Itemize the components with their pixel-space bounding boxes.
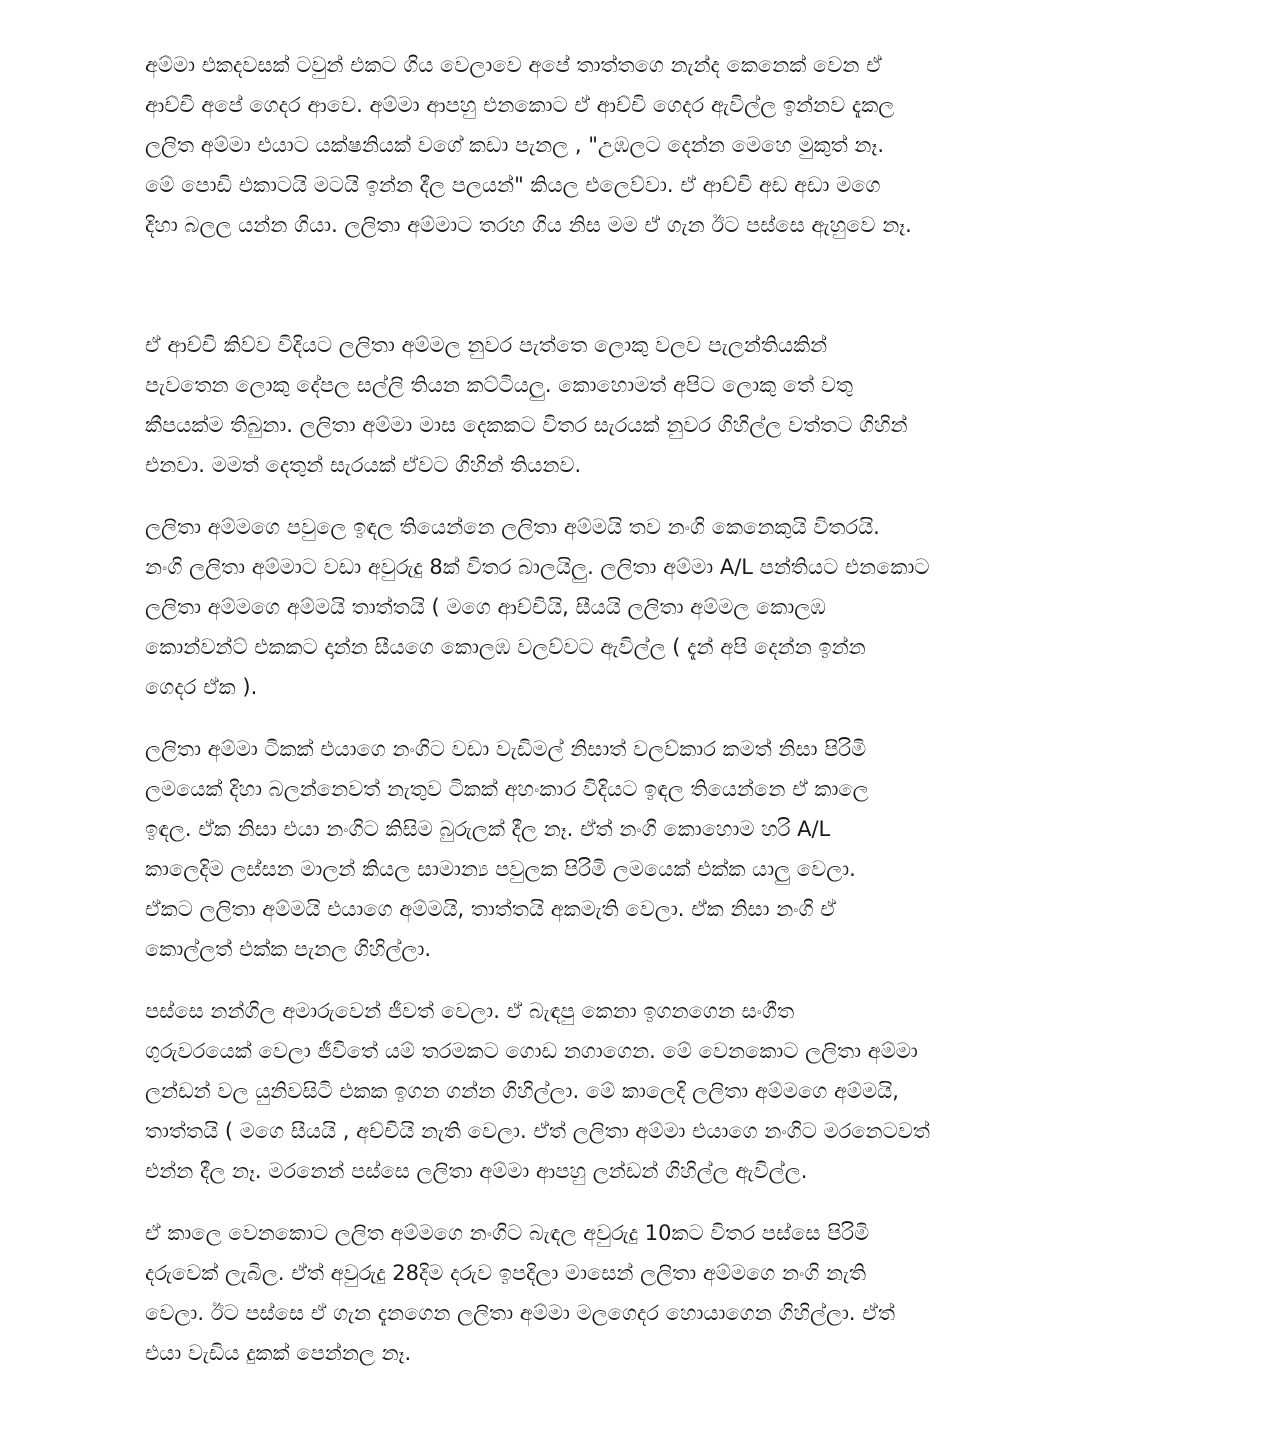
text-line: ලලිතා අම්මගෙ අම්මයි තාත්තයි ( මගෙ ආච්චියි, සීයයි ලලිතා අම්මල කොලඹ [145,595,826,619]
text-line: ලන්ඩන් වල යුනිවසිටි එකක ඉගන ගන්න ගිහිල්ලා. මේ කාලෙදි ලලිතා අම්මගෙ අම්මයි, [145,1079,899,1103]
text-line: කොන්වන්ට් එකකට දාන්න සීයගෙ කොලඹ වලව්වට ඇවිල්ල ( දැන් අපි දෙන්න ඉන්න [145,635,866,659]
text-line: කාලෙදිම ලස්සන මාලන් කියල සාමාන්‍ය පවුලක පිරිමි ලමයෙක් එක්ක යාලු වෙලා. [145,857,856,881]
text-line: වෙලා. ඊට පස්සෙ ඒ ගැන දැනගෙන ලලිතා අම්මා මලගෙදර හොයාගෙන ගිහිල්ලා. ඒත් [145,1301,895,1325]
paragraph-2 [145,325,1145,485]
text-line: ලලිතා අම්මගෙ පවුලෙ ඉඳල තියෙන්නෙ ලලිතා අම්මයි තව නංගි කෙනෙකුයි විතරයි. [145,515,880,539]
text-line: පැවතෙන ලොකු දේපල සල්ලි තියන කට්ටියලු. කොහොමත් අපිට ලොකු තේ වතු [145,373,854,397]
document-page [145,45,1145,1415]
text-line: කීපයක්ම තිබුනා. ලලිතා අම්මා මාස දෙකකට විතර සැරයක් නුවර ගිහිල්ල වත්තට ගිහින් [145,413,908,437]
text-line: නංගි ලලිතා අම්මාට වඩා අවුරුදු 8ක් විතර බාලයිලු. ලලිතා අම්මා A/L පන්තියට එනකොට [145,555,930,579]
text-line: මේ පොඩි එකාටයි මටයි ඉන්න දීල පලයන්" කියල එලෙව්වා. ඒ ආච්චි අඩ අඩා මගෙ [145,173,881,197]
text-line: ඒ කාලෙ වෙනකොට ලලිත අම්මගෙ නංගිට බැඳල අවුරුදු 10කට විතර පස්සෙ පිරිමි [145,1221,870,1245]
text-line: ඉඳල. ඒක නිසා එයා නංගිට කිසිම බුරුලක් දීල නෑ. ඒත් නංගි කොහොම හරි A/L [145,817,831,841]
text-line: එනවා. මමත් දෙතුන් සැරයක් ඒවට ගිහින් තියනව. [145,453,582,477]
paragraph-5 [145,991,1145,1191]
text-line: අම්මා එකදවසක් ටවුන් එකට ගිය වෙලාවෙ අපේ තාත්තගෙ නැන්ද කෙනෙක් වෙන ඒ [145,53,882,77]
text-line: කොල්ලත් එක්ක පැනල ගිහිල්ලා. [145,937,432,961]
text-line: එන්න දීල නෑ. මරනෙන් පස්සෙ ලලිතා අම්මා ආපහු ලන්ඩන් ගිහිල්ල ඇවිල්ල. [145,1159,808,1183]
text-line: එයා වැඩිය දුකක් පෙන්නල නෑ. [145,1341,412,1365]
paragraph-6 [145,1213,1145,1373]
text-line: තාත්තයි ( මගෙ සීයයි , අච්චියි නැති වෙලා. ඒත් ලලිතා අම්මා එයාගෙ නංගිට මරනෙටවත් [145,1119,930,1143]
paragraph-1 [145,45,1145,245]
text-line: ආච්චි අපේ ගෙදර ආවෙ. අම්මා ආපහු එනකොට ඒ ආච්චි ගෙදර ඇවිල්ල ඉන්නව දැකල [145,93,895,117]
text-line: දරුවෙක් ලැබිල. ඒත් අවුරුදු 28දිම දරුව ඉපදිලා මාසෙන් ලලිතා අම්මගෙ නංගි නැති [145,1261,867,1285]
text-line: ගුරුවරයෙක් වෙලා ජීවිතේ යම් තරමකට ගොඩ නගාගෙන. මේ වෙනකොට ලලිතා අම්මා [145,1039,918,1063]
text-line: ලමයෙක් දිහා බලන්නෙවත් නැතුව ටිකක් අහංකාර විදියට ඉඳල තියෙන්නෙ ඒ කාලෙ [145,777,869,801]
text-line: ඒකට ලලිතා අම්මයි එයාගෙ අම්මයි, තාත්තයි අකමැති වෙලා. ඒක නිසා නංගි ඒ [145,897,836,921]
paragraph-3 [145,507,1145,707]
text-line: ඒ ආච්චි කිව්ව විදියට ලලිතා අම්මල නුවර පැත්තෙ ලොකු වලව පැලන්තියකින් [145,333,828,357]
text-line: ලලිතා අම්මා ටිකක් එයාගෙ නංගිට වඩා වැඩිමල් නිසාත් වලව්කාර කමත් නිසා පිරිමි [145,737,867,761]
text-line: පස්සෙ නන්ගිල අමාරුවෙන් ජීවත් වෙලා. ඒ බැඳපු කෙනා ඉගනගෙන සංගීත [145,999,795,1023]
text-line: දිහා බලල යන්න ගියා. ලලිතා අම්මාට තරහ ගිය නිස මම ඒ ගැන ඊට පස්සෙ ඇහුවෙ නෑ. [145,213,912,237]
text-line: ගෙදර ඒක ). [145,675,258,699]
paragraph-4 [145,729,1145,969]
text-line: ලලිත අම්මා එයාට යක්ෂනියක් වගේ කඩා පැනල , "උඹලට දෙන්න මෙහෙ මුකුත් නෑ. [145,133,885,157]
